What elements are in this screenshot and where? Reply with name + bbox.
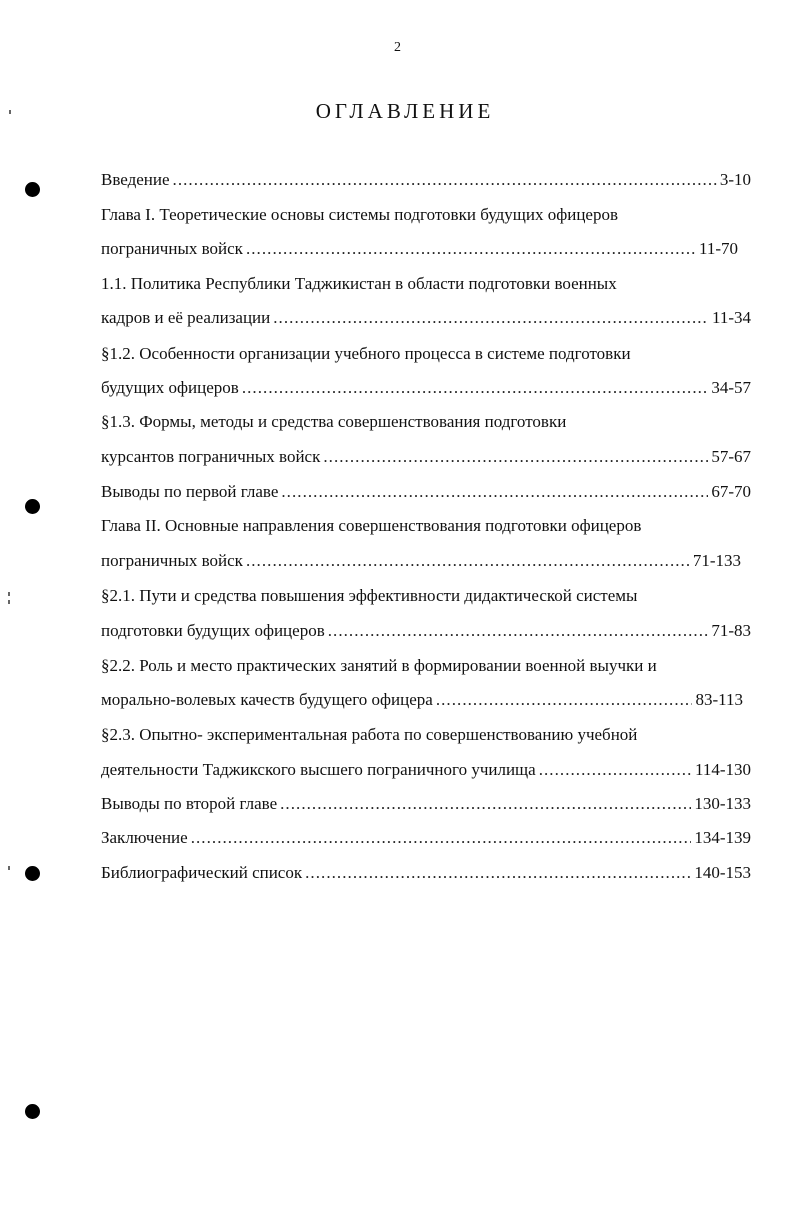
toc-entry-pages: 71-83 xyxy=(711,621,751,640)
toc-entry-line: §1.2. Особенности организации учебного процесса в системе подготовки xyxy=(101,344,631,363)
page-number: 2 xyxy=(394,40,401,55)
toc-entry-pages: 114-130 xyxy=(694,760,751,779)
toc-entry-title: Выводы по первой главе xyxy=(101,482,279,501)
binder-hole xyxy=(25,182,40,197)
toc-entry-title: Выводы по второй главе xyxy=(101,794,278,813)
toc-entry-title: пограничных войск xyxy=(101,239,243,258)
toc-leader xyxy=(246,237,696,261)
toc-entry xyxy=(101,168,751,192)
toc-leader xyxy=(539,758,692,782)
scan-speck xyxy=(8,592,10,596)
toc-entry xyxy=(101,758,751,782)
toc-entry xyxy=(101,237,738,261)
toc-entry-title: Введение xyxy=(101,170,170,189)
binder-hole xyxy=(25,499,40,514)
toc-leader xyxy=(323,445,708,469)
toc-entry-pages: 130-133 xyxy=(694,794,751,813)
toc-entry-pages: 3-10 xyxy=(719,170,751,189)
toc-entry-line: Глава II. Основные направления совершенствования подготовки офицеров xyxy=(101,516,642,535)
toc-entry xyxy=(101,688,743,712)
toc-entry-pages: 140-153 xyxy=(694,863,751,882)
toc-entry-line: 1.1. Политика Республики Таджикистан в области подготовки военных xyxy=(101,274,617,293)
toc-leader xyxy=(436,688,693,712)
toc-entry-line: Глава I. Теоретические основы системы подготовки будущих офицеров xyxy=(101,205,618,224)
toc-entry-pages: 57-67 xyxy=(711,447,751,466)
binder-hole xyxy=(25,1104,40,1119)
scan-speck xyxy=(8,866,10,870)
toc-leader xyxy=(280,792,691,816)
toc-entry xyxy=(101,549,741,573)
toc-entry-title: будущих офицеров xyxy=(101,378,239,397)
toc-entry-title: деятельности Таджикского высшего пограничного училища xyxy=(101,760,536,779)
toc-entry-pages: 71-133 xyxy=(692,551,741,570)
binder-hole xyxy=(25,866,40,881)
scan-speck xyxy=(9,110,11,114)
toc-entry xyxy=(101,826,751,850)
toc-entry-title: кадров и её реализации xyxy=(101,308,271,327)
toc-entry-title: курсантов пограничных войск xyxy=(101,447,321,466)
toc-entry-pages: 11-34 xyxy=(711,308,751,327)
toc-entry xyxy=(101,445,751,469)
toc-entry xyxy=(101,861,751,885)
toc-entry-pages: 83-113 xyxy=(695,690,743,709)
toc-title: ОГЛАВЛЕНИЕ xyxy=(315,99,495,123)
toc-entry xyxy=(101,376,751,400)
toc-entry xyxy=(101,480,751,504)
toc-entry xyxy=(101,306,751,330)
toc-leader xyxy=(246,549,690,573)
toc-leader xyxy=(173,168,717,192)
toc-entry xyxy=(101,619,751,643)
toc-entry-title: морально-волевых качеств будущего офицера xyxy=(101,690,433,709)
toc-entry-line: §2.3. Опытно- экспериментальная работа по совершенствованию учебной xyxy=(101,725,638,744)
toc-leader xyxy=(273,306,709,330)
toc-entry-pages: 11-70 xyxy=(698,239,738,258)
toc-leader xyxy=(281,480,708,504)
scan-speck xyxy=(8,600,10,604)
toc-leader xyxy=(191,826,692,850)
toc-leader xyxy=(242,376,709,400)
toc-leader xyxy=(328,619,709,643)
toc-entry-line: §2.1. Пути и средства повышения эффективности дидактической системы xyxy=(101,586,638,605)
toc-entry-line: §2.2. Роль и место практических занятий в формировании военной выучки и xyxy=(101,656,657,675)
toc-entry-line: §1.3. Формы, методы и средства совершенствования подготовки xyxy=(101,412,567,431)
toc-entry-pages: 67-70 xyxy=(711,482,751,501)
toc-entry-pages: 34-57 xyxy=(711,378,751,397)
toc-entry xyxy=(101,792,751,816)
toc-entry-title: пограничных войск xyxy=(101,551,243,570)
toc-entry-title: подготовки будущих офицеров xyxy=(101,621,325,640)
toc-entry-title: Библиографический список xyxy=(101,863,303,882)
toc-entry-pages: 134-139 xyxy=(694,828,751,847)
toc-leader xyxy=(305,861,691,885)
toc-entry-title: Заключение xyxy=(101,828,188,847)
